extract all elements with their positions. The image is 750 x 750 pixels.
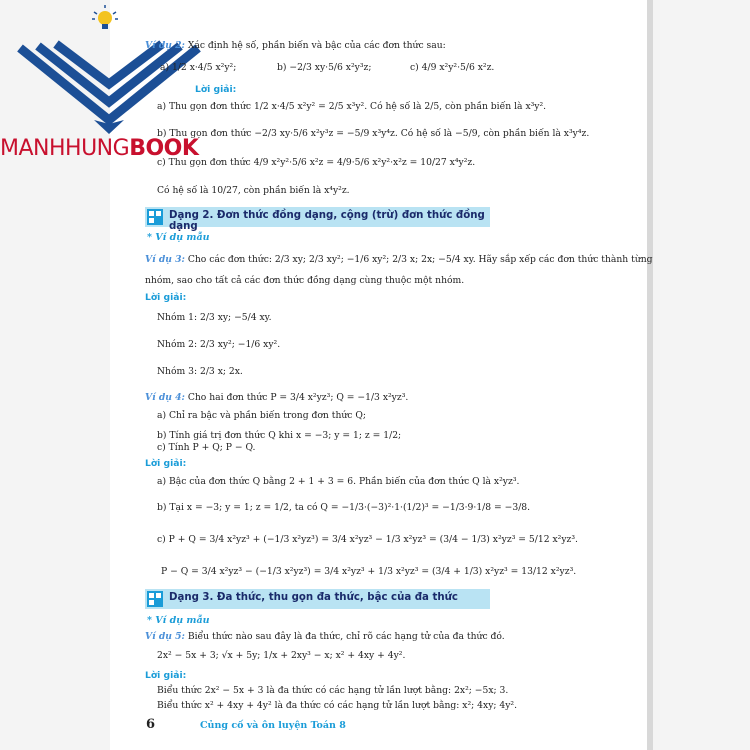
text-line	[277, 62, 371, 73]
line-text: c) Thu gọn đơn thức 4/9 x²y²·5/6 x²z = 4/9·5/6 x²y²·x²z = 10/27 x⁴y²z.	[157, 157, 476, 168]
line-text: Nhóm 3: 2/3 x; 2x.	[157, 366, 243, 377]
text-line	[157, 442, 255, 453]
text-line	[157, 312, 272, 323]
page-edge	[647, 0, 653, 750]
line-text: Lời giải:	[145, 458, 187, 469]
line-text: b) Tại x = −3; y = 1; z = 1/2, ta có Q = −1/3·(−3)²·1·(1/2)³ = −1/3·9·1/8 = −3/8.	[157, 502, 531, 513]
line-text: c) Tính P + Q; P − Q.	[157, 442, 256, 453]
line-text: Lời giải:	[195, 84, 237, 95]
text-line	[157, 128, 589, 139]
text-line	[145, 275, 464, 286]
text-line	[157, 476, 519, 487]
line-text: Biểu thức nào sau đây là đa thức, chỉ rõ các hạng tử của đa thức đó.	[187, 631, 505, 642]
line-text: a) Bậc của đơn thức Q bằng 2 + 1 + 3 = 6. Phần biến của đơn thức Q là x²yz³.	[157, 476, 520, 487]
line-text: Cho các đơn thức: 2/3 xy; 2/3 xy²; −1/6 xy²; 2/3 x; 2x; −5/4 xy. Hãy sắp xếp các đơn thức thành từng	[187, 254, 653, 265]
line-text: a) 1/2 x·4/5 x²y²;	[160, 62, 237, 73]
line-text: Xác định hệ số, phần biến và bậc của các đơn thức sau:	[187, 40, 446, 51]
line-text: Nhóm 1: 2/3 xy; −5/4 xy.	[157, 312, 272, 323]
example-label: Ví dụ 3:	[145, 254, 185, 265]
example-label: Ví dụ 5:	[145, 631, 185, 642]
example-label: Ví dụ 2:	[145, 40, 185, 51]
text-line	[157, 430, 401, 441]
text-line	[410, 62, 494, 73]
line-text: b) Thu gọn đơn thức −2/3 xy·5/6 x²y³z = −5/9 x³y⁴z. Có hệ số là −5/9, còn phần biến là x³y⁴z.	[157, 128, 590, 139]
text-line	[157, 366, 243, 377]
line-text: c) 4/9 x²y²·5/6 x²z.	[410, 62, 495, 73]
solution-label	[145, 670, 186, 681]
text-line	[157, 650, 405, 661]
line-text: Cho hai đơn thức P = 3/4 x²yz³; Q = −1/3 x²yz³.	[187, 392, 409, 403]
qr-icon	[147, 591, 163, 607]
example-subheading	[147, 615, 210, 626]
text-line	[157, 685, 508, 696]
page-number: 6	[146, 717, 156, 732]
line-text: Có hệ số là 10/27, còn phần biến là x⁴y²z.	[157, 185, 350, 196]
text-line	[157, 410, 366, 421]
text-line	[157, 185, 350, 196]
line-text: b) −2/3 xy·5/6 x²y³z;	[277, 62, 372, 73]
line-text: Biểu thức 2x² − 5x + 3 là đa thức có các hạng tử lần lượt bằng: 2x²; −5x; 3.	[157, 685, 509, 696]
line-text: b) Tính giá trị đơn thức Q khi x = −3; y = 1; z = 1/2;	[157, 430, 402, 441]
section-heading-dang-3	[145, 589, 490, 609]
text-line	[157, 534, 578, 545]
lightbulb-icon	[90, 4, 120, 38]
line-text: a) Chỉ ra bậc và phần biến trong đơn thức Q;	[157, 410, 366, 421]
line-text: P − Q = 3/4 x²yz³ − (−1/3 x²yz³) = 3/4 x²yz³ + 1/3 x²yz³ = (3/4 + 1/3) x²yz³ = 13/12 x²yz³.	[161, 566, 577, 577]
line-text: 2x² − 5x + 3; √x + 5y; 1/x + 2xy³ − x; x² + 4xy + 4y².	[157, 650, 406, 661]
line-text: nhóm, sao cho tất cả các đơn thức đồng dạng cùng thuộc một nhóm.	[145, 275, 465, 286]
text-line	[145, 40, 446, 51]
text-line	[145, 254, 653, 265]
section-heading-text: Dạng 3. Đa thức, thu gọn đa thức, bậc của đa thức	[169, 592, 458, 603]
solution-label	[145, 292, 186, 303]
line-text: Biểu thức x² + 4xy + 4y² là đa thức có các hạng tử lần lượt bằng: x²; 4xy; 4y².	[157, 700, 518, 711]
section-heading-text: Dạng 2. Đơn thức đồng dạng, cộng (trừ) đơn thức đồng dạng	[169, 210, 485, 232]
text-line	[157, 339, 280, 350]
text-line	[145, 631, 505, 642]
line-text: * Ví dụ mẫu	[147, 232, 210, 243]
line-text: Lời giải:	[145, 292, 187, 303]
text-line	[157, 101, 546, 112]
text-line	[157, 157, 475, 168]
solution-label	[145, 458, 186, 469]
line-text: * Ví dụ mẫu	[147, 615, 210, 626]
qr-icon	[147, 209, 163, 225]
solution-label	[195, 84, 236, 95]
section-heading-dang-2	[145, 207, 490, 232]
text-line	[157, 502, 530, 513]
text-line	[160, 62, 236, 73]
brand-logo-text: MANHHUNGBOOK	[0, 136, 199, 161]
example-label: Ví dụ 4:	[145, 392, 185, 403]
book-title-footer: Củng cố và ôn luyện Toán 8	[200, 720, 346, 731]
example-subheading	[147, 232, 210, 243]
text-line	[145, 392, 408, 403]
line-text: a) Thu gọn đơn thức 1/2 x·4/5 x²y² = 2/5 x³y². Có hệ số là 2/5, còn phần biến là x³y².	[157, 101, 547, 112]
text-line	[157, 700, 517, 711]
text-line	[161, 566, 576, 577]
line-text: Lời giải:	[145, 670, 187, 681]
line-text: Nhóm 2: 2/3 xy²; −1/6 xy².	[157, 339, 281, 350]
line-text: c) P + Q = 3/4 x²yz³ + (−1/3 x²yz³) = 3/4 x²yz³ − 1/3 x²yz³ = (3/4 − 1/3) x²yz³ = 5/12 x²yz³.	[157, 534, 578, 545]
